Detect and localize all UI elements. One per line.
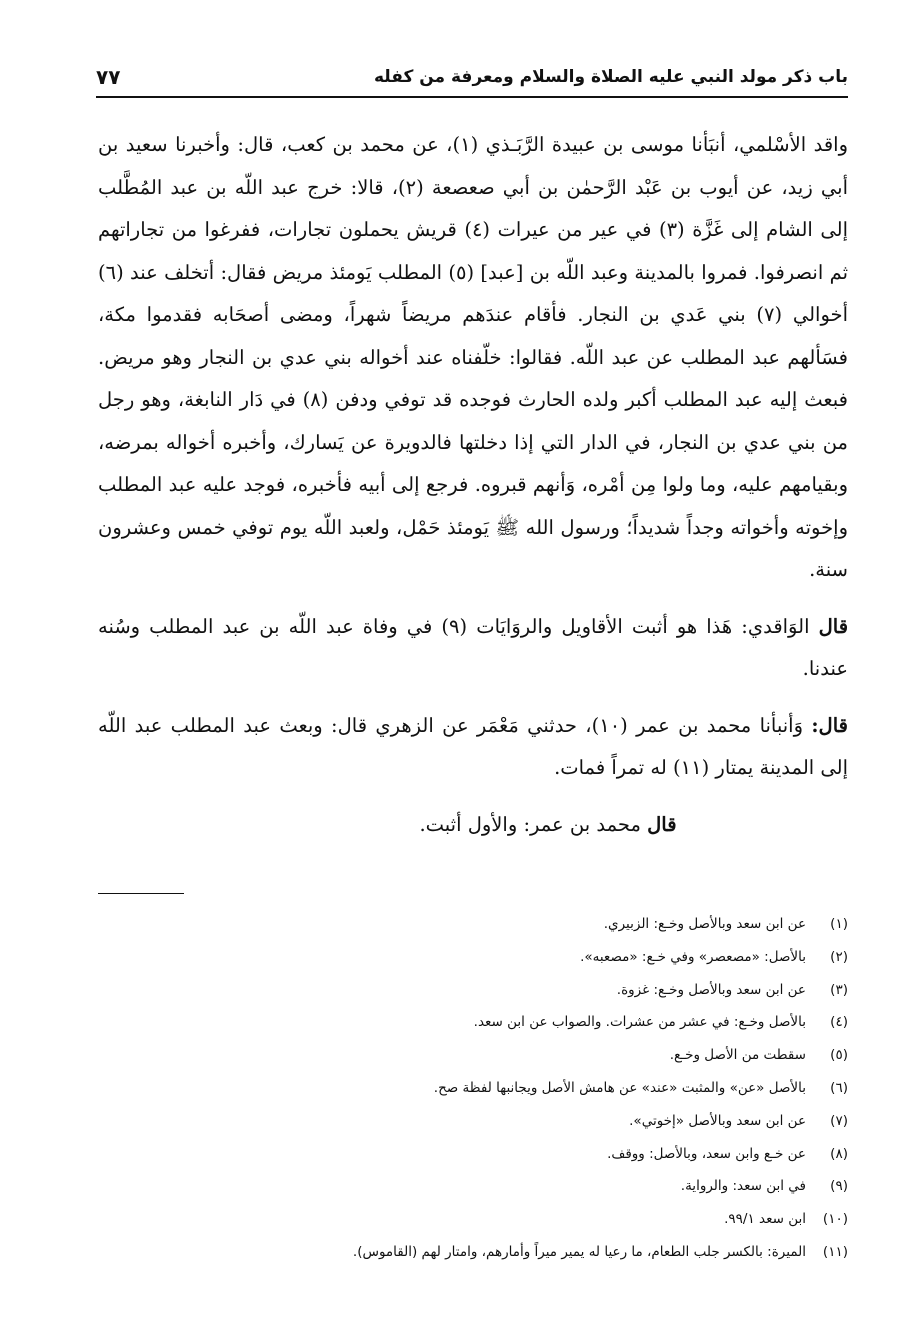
footnote-number: (٧) [830, 1112, 848, 1129]
paragraph-4 [98, 804, 848, 847]
footnote-text: بالأصل وخـع: في عشر من عشرات. والصواب عن ابن سعد. [473, 1014, 806, 1031]
footnote-text: عن ابن سعد وبالأصل «إخوتي». [629, 1112, 806, 1129]
footnote-number: (٣) [830, 981, 848, 998]
footnote-item [98, 1105, 848, 1138]
footnote-number: (٢) [830, 948, 848, 965]
footnote-number: (١٠) [822, 1211, 848, 1228]
page-number: ٧٧ [96, 65, 121, 89]
main-text [98, 124, 848, 846]
footnote-item [98, 1236, 848, 1269]
paragraph-4-text: محمد بن عمر: والأول أثبت. [419, 812, 648, 836]
paragraph-3-lead: قال: [811, 713, 848, 737]
footnote-number: (٩) [830, 1178, 848, 1195]
paragraph-3-text: وَأنبأنا محمد بن عمر (١٠)، حدثني مَعْمَر عن الزهري قال: وبعث عبد المطلب عبد اللّه إلى المدينة يمتار (١١) له تمراً فمات. [98, 713, 848, 779]
footnote-item [98, 908, 848, 941]
running-header [96, 58, 848, 98]
chapter-title: باب ذكر مولد النبي عليه الصلاة والسلام ومعرفة من كفله [373, 67, 848, 87]
paragraph-2-lead: قال [818, 614, 849, 638]
footnote-item [98, 941, 848, 974]
footnote-item [98, 1203, 848, 1236]
footnote-text: الميرة: بالكسر جلب الطعام، ما رعيا له يمير ميراً وأمارهم، وامتار لهم (القاموس). [352, 1243, 806, 1260]
footnote-number: (٥) [830, 1047, 848, 1064]
footnote-text: عن خـع وابن سعد، وبالأصل: ووقف. [607, 1145, 806, 1162]
footnote-text: بالأصل «عن» والمثبت «عند» عن هامش الأصل ويجانبها لفظة صح. [433, 1079, 806, 1096]
footnote-text: بالأصل: «مصعصر» وفي خـع: «مصعبه». [580, 948, 806, 965]
footnotes [98, 908, 848, 1269]
footnote-item [98, 974, 848, 1007]
footnote-text: سقطت من الأصل وخـع. [669, 1047, 806, 1064]
footnote-number: (٨) [830, 1145, 848, 1162]
footnote-number: (١) [830, 916, 848, 932]
footnote-text: عن ابن سعد وبالأصل وخـع: غزوة. [616, 981, 806, 998]
footnote-item [98, 1170, 848, 1203]
footnote-separator [98, 893, 184, 894]
footnote-number: (٤) [830, 1014, 848, 1031]
paragraph-2 [98, 606, 848, 691]
footnote-number: (١١) [822, 1243, 848, 1260]
paragraph-2-text: الوَاقدي: هَذا هو أثبت الأقاويل والروَايَات (٩) في وفاة عبد اللّه بن عبد المطلب وسُنه عندنا. [98, 614, 848, 680]
footnote-item [98, 1039, 848, 1072]
footnote-item [98, 1006, 848, 1039]
paragraph-1: واقد الأسْلمي، أنبَأنا موسى بن عبيدة الرَّبَـذي (١)، عن محمد بن كعب، قال: وأخبرنا سعيد بن أبي زيد، عن أيوب بن عَبْد الرَّحمٰن بن أبي صعصعة (٢)، قالا: خرج عبد اللّه بن عبد المُطَّلب إلى الشام إلى غَزَّة (٣) في عير من عيرات (٤) قريش يحملون تجارات، ففرغوا من تجاراتهم ثم انصرفوا. فمروا بالمدينة وعبد اللّه بن [عبد] (٥) المطلب يَومئذ مريض فقال: أتخلف عند (٦) أخوالي (٧) بني عَدي بن النجار. فأقام عندَهم مريضاً شهراً، ومضى أصحَابه فقدموا مكة، فسَألهم عبد المطلب عن عبد اللّه. فقالوا: خلّفناه عند أخواله بني عدي بن النجار وهو مريض. فبعث إليه عبد المطلب أكبر ولده الحارث فوجده قد توفي ودفن (٨) في دَار النابغة، وهو رجل من بني عدي بن النجار، في الدار التي إذا دخلتها فالدويرة عن يَسارك، وأخبره أخواله بمرضه، وبقيامهم عليه، وما ولوا مِن أمْره، وَأنهم قبروه. فرجع إلى أبيه فأخبره، فوجد عليه عبد المطلب وإخوته وأخواته وجداً شديداً؛ ورسول الله ﷺ يَومئذ حَمْل، ولعبد اللّه يوم توفي خمس وعشرون سنة. [98, 133, 849, 581]
footnote-item [98, 1138, 848, 1171]
footnote-number: (٦) [830, 1079, 848, 1096]
paragraph-4-lead: قال [647, 812, 677, 836]
paragraph-3 [98, 705, 848, 790]
footnote-text: عن ابن سعد وبالأصل وخـع: الزبيري. [603, 916, 806, 932]
footnote-text: في ابن سعد: والرواية. [680, 1178, 806, 1195]
footnote-text: ابن سعد ٩٩/١. [724, 1211, 806, 1228]
footnote-item [98, 1072, 848, 1105]
